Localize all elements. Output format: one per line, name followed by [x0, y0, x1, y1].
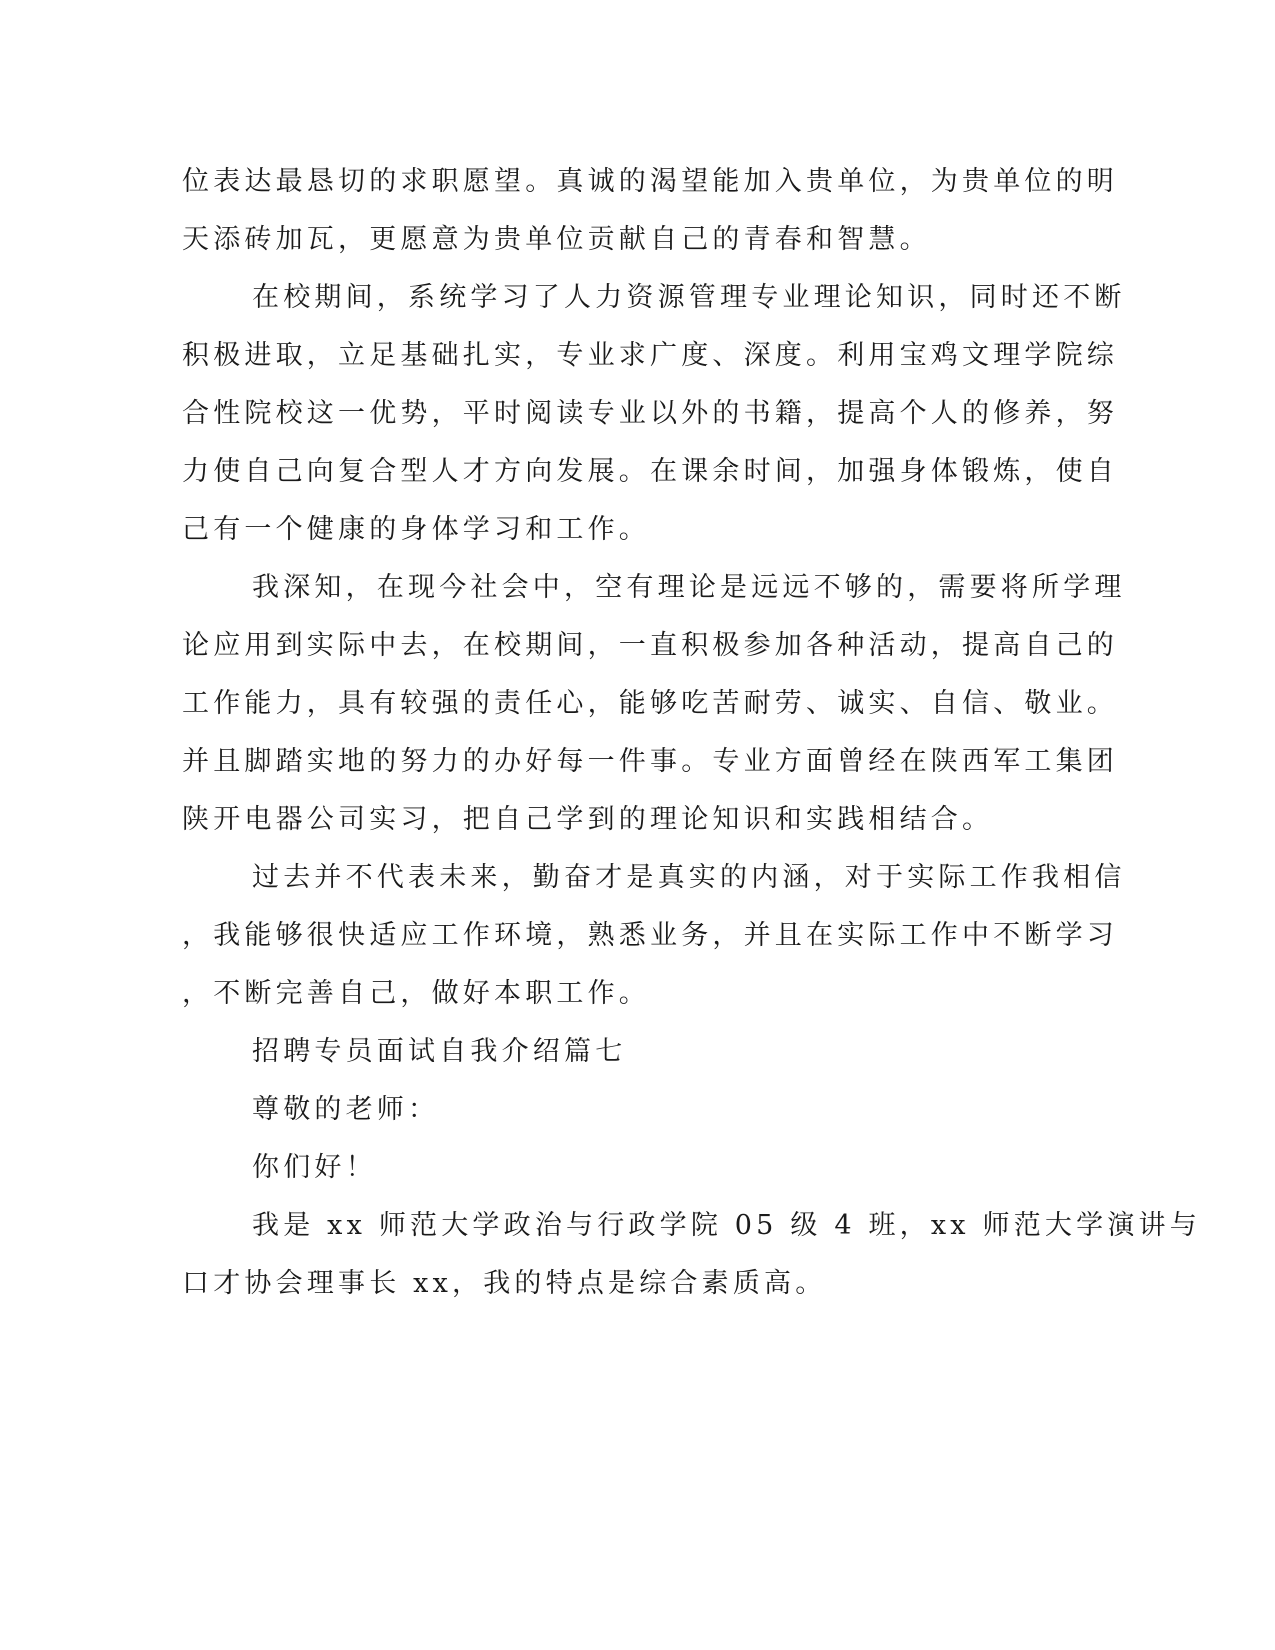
- section-heading: 招聘专员面试自我介绍篇七: [252, 1036, 627, 1067]
- paragraph-start-line: 我深知，在现今社会中，空有理论是远远不够的，需要将所学理: [252, 572, 1126, 603]
- text-line: 天添砖加瓦，更愿意为贵单位贡献自己的青春和智慧。: [182, 224, 931, 255]
- text-line: 位表达最恳切的求职愿望。真诚的渴望能加入贵单位，为贵单位的明: [182, 166, 1118, 197]
- text-line: ，不断完善自己，做好本职工作。: [182, 978, 650, 1009]
- greeting: 你们好！: [252, 1152, 377, 1183]
- text-line: ，我能够很快适应工作环境，熟悉业务，并且在实际工作中不断学习: [182, 920, 1118, 951]
- text-line: 论应用到实际中去，在校期间，一直积极参加各种活动，提高自己的: [182, 630, 1118, 661]
- text-line: 己有一个健康的身体学习和工作。: [182, 514, 650, 545]
- text-line: 陕开电器公司实习，把自己学到的理论知识和实践相结合。: [182, 804, 994, 835]
- text-line: 口才协会理事长 xx，我的特点是综合素质高。: [182, 1268, 827, 1299]
- paragraph-start-line: 在校期间，系统学习了人力资源管理专业理论知识，同时还不断: [252, 282, 1126, 313]
- paragraph-start-line: 我是 xx 师范大学政治与行政学院 05 级 4 班，xx 师范大学演讲与: [252, 1210, 1201, 1241]
- text-line: 并且脚踏实地的努力的办好每一件事。专业方面曾经在陕西军工集团: [182, 746, 1118, 777]
- text-line: 工作能力，具有较强的责任心，能够吃苦耐劳、诚实、自信、敬业。: [182, 688, 1118, 719]
- text-line: 合性院校这一优势，平时阅读专业以外的书籍，提高个人的修养，努: [182, 398, 1118, 429]
- paragraph-start-line: 过去并不代表未来，勤奋才是真实的内涵，对于实际工作我相信: [252, 862, 1126, 893]
- salutation: 尊敬的老师：: [252, 1094, 440, 1125]
- text-line: 力使自己向复合型人才方向发展。在课余时间，加强身体锻炼，使自: [182, 456, 1118, 487]
- text-line: 积极进取，立足基础扎实，专业求广度、深度。利用宝鸡文理学院综: [182, 340, 1118, 371]
